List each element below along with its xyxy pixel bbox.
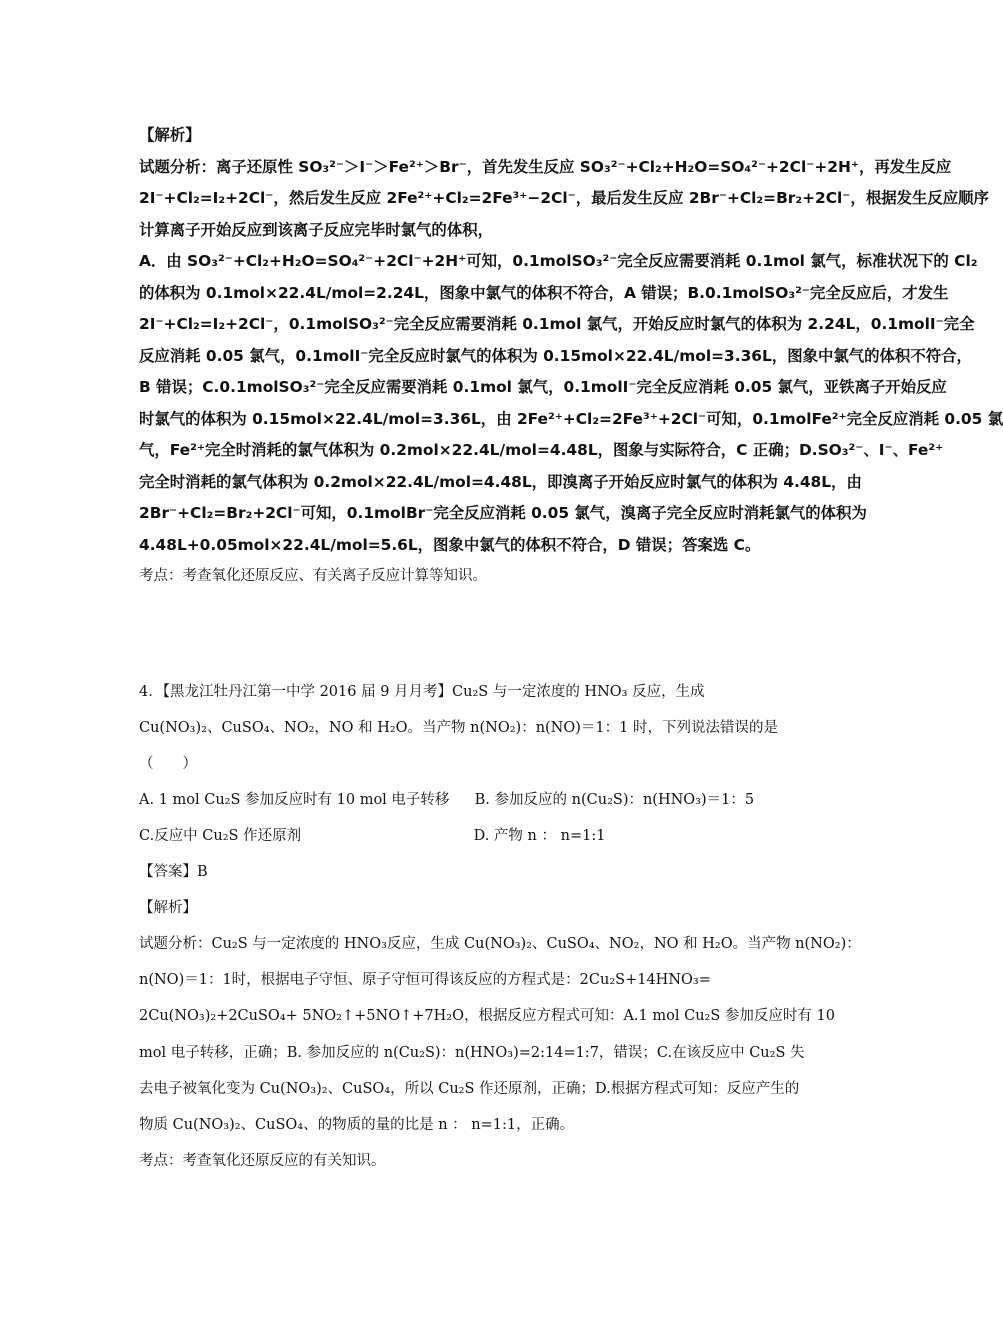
analysis-line: mol 电子转移，正确；B. 参加反应的 n(Cu₂S)：n(HNO₃)=2:14=1:7，错误；C.在该反应中 Cu₂S 失: [139, 1044, 805, 1061]
option-c: C.反应中 Cu₂S 作还原剂: [139, 828, 302, 844]
analysis-line: A．由 SO₃²⁻+Cl₂+H₂O=SO₄²⁻+2Cl⁻+2H⁺可知，0.1molSO₃²⁻完全反应需要消耗 0.1mol 氯气，标准状况下的 Cl₂: [139, 252, 978, 270]
analysis-section-1: [139, 120, 1003, 593]
kaodian-note-2: 考点：考查氧化还原反应的有关知识。: [139, 1153, 386, 1170]
question-stem-line: 4．【黑龙江牡丹江第一中学 2016 届 9 月月考】Cu₂S 与一定浓度的 HNO₃ 反应，生成: [139, 684, 705, 700]
options-row-ab: [139, 782, 909, 818]
analysis-line: n(NO)＝1：1时，根据电子守恒、原子守恒可得该反应的方程式是：2Cu₂S+14HNO₃=: [139, 972, 711, 989]
option-b: B. 参加反应的 n(Cu₂S)：n(HNO₃)＝1：5: [474, 792, 755, 808]
analysis-header: 【解析】: [139, 126, 201, 144]
analysis-line: 2I⁻+Cl₂=I₂+2Cl⁻，然后发生反应 2Fe²⁺+Cl₂=2Fe³⁺−2Cl⁻，最后发生反应 2Br⁻+Cl₂=Br₂+2Cl⁻，根据发生反应顺序: [139, 189, 989, 207]
question-stem-line: （ ）: [139, 756, 197, 772]
analysis-line: 计算离子开始反应到该离子反应完毕时氯气的体积，: [139, 220, 493, 239]
analysis-line: 物质 Cu(NO₃)₂、CuSO₄、的物质的量的比是 n ： n=1:1，正确。: [139, 1116, 575, 1133]
analysis-line: 试题分析：Cu₂S 与一定浓度的 HNO₃反应，生成 Cu(NO₃)₂、CuSO₄、NO₂，NO 和 H₂O。当产物 n(NO₂)：: [139, 936, 861, 952]
analysis-line: 试题分析：离子还原性 SO₃²⁻＞I⁻＞Fe²⁺＞Br⁻，首先发生反应 SO₃²⁻+Cl₂+H₂O=SO₄²⁻+2Cl⁻+2H⁺，再发生反应: [139, 157, 952, 176]
analysis-header-2: 【解析】: [139, 900, 197, 916]
analysis-line: 2I⁻+Cl₂=I₂+2Cl⁻，0.1molSO₃²⁻完全反应需要消耗 0.1mol 氯气，开始反应时氯气的体积为 2.24L，0.1molI⁻完全: [139, 315, 975, 333]
analysis-section-2: [139, 926, 909, 1179]
analysis-line: 2Cu(NO₃)₂+2CuSO₄+ 5NO₂↑+5NO↑+7H₂O，根据反应方程式可知：A.1 mol Cu₂S 参加反应时有 10: [139, 1008, 835, 1025]
answer-label: 【答案】B: [139, 864, 208, 880]
analysis-line: 完全时消耗的氯气体积为 0.2mol×22.4L/mol=4.48L，即溴离子开始反应时氯气的体积为 4.48L，由: [139, 472, 862, 491]
question-4: [139, 674, 909, 926]
analysis-line: 时氯气的体积为 0.15mol×22.4L/mol=3.36L，由 2Fe²⁺+Cl₂=2Fe³⁺+2Cl⁻可知，0.1molFe²⁺完全反应消耗 0.05 氯: [139, 409, 1003, 428]
analysis-line: B 错误；C.0.1molSO₃²⁻完全反应需要消耗 0.1mol 氯气，0.1molI⁻完全反应消耗 0.05 氯气，亚铁离子开始反应: [139, 378, 947, 396]
kaodian-note: 考点：考查氧化还原反应、有关离子反应计算等知识。: [139, 568, 487, 584]
analysis-line: 反应消耗 0.05 氯气，0.1molI⁻完全反应时氯气的体积为 0.15mol×22.4L/mol=3.36L，图象中氯气的体积不符合，: [139, 346, 972, 365]
options-row-cd: [139, 818, 909, 854]
question-stem-line: Cu(NO₃)₂、CuSO₄、NO₂，NO 和 H₂O。当产物 n(NO₂)：n(NO)＝1：1 时，下列说法错误的是: [139, 720, 778, 736]
analysis-line: 2Br⁻+Cl₂=Br₂+2Cl⁻可知，0.1molBr⁻完全反应消耗 0.05 氯气，溴离子完全反应时消耗氯气的体积为: [139, 504, 867, 522]
option-d: D. 产物 n ： n=1:1: [473, 828, 606, 844]
analysis-line: 4.48L+0.05mol×22.4L/mol=5.6L，图象中氯气的体积不符合，D 错误；答案选 C。: [139, 535, 761, 554]
analysis-line: 的体积为 0.1mol×22.4L/mol=2.24L，图象中氯气的体积不符合，A 错误；B.0.1molSO₃²⁻完全反应后，才发生: [139, 283, 949, 302]
analysis-line: 气，Fe²⁺完全时消耗的氯气体积为 0.2mol×22.4L/mol=4.48L，图象与实际符合，C 正确；D.SO₃²⁻、I⁻、Fe²⁺: [139, 441, 944, 459]
option-a: A. 1 mol Cu₂S 参加反应时有 10 mol 电子转移: [139, 792, 450, 808]
analysis-line: 去电子被氧化变为 Cu(NO₃)₂、CuSO₄，所以 Cu₂S 作还原剂，正确；D.根据方程式可知：反应产生的: [139, 1080, 800, 1097]
